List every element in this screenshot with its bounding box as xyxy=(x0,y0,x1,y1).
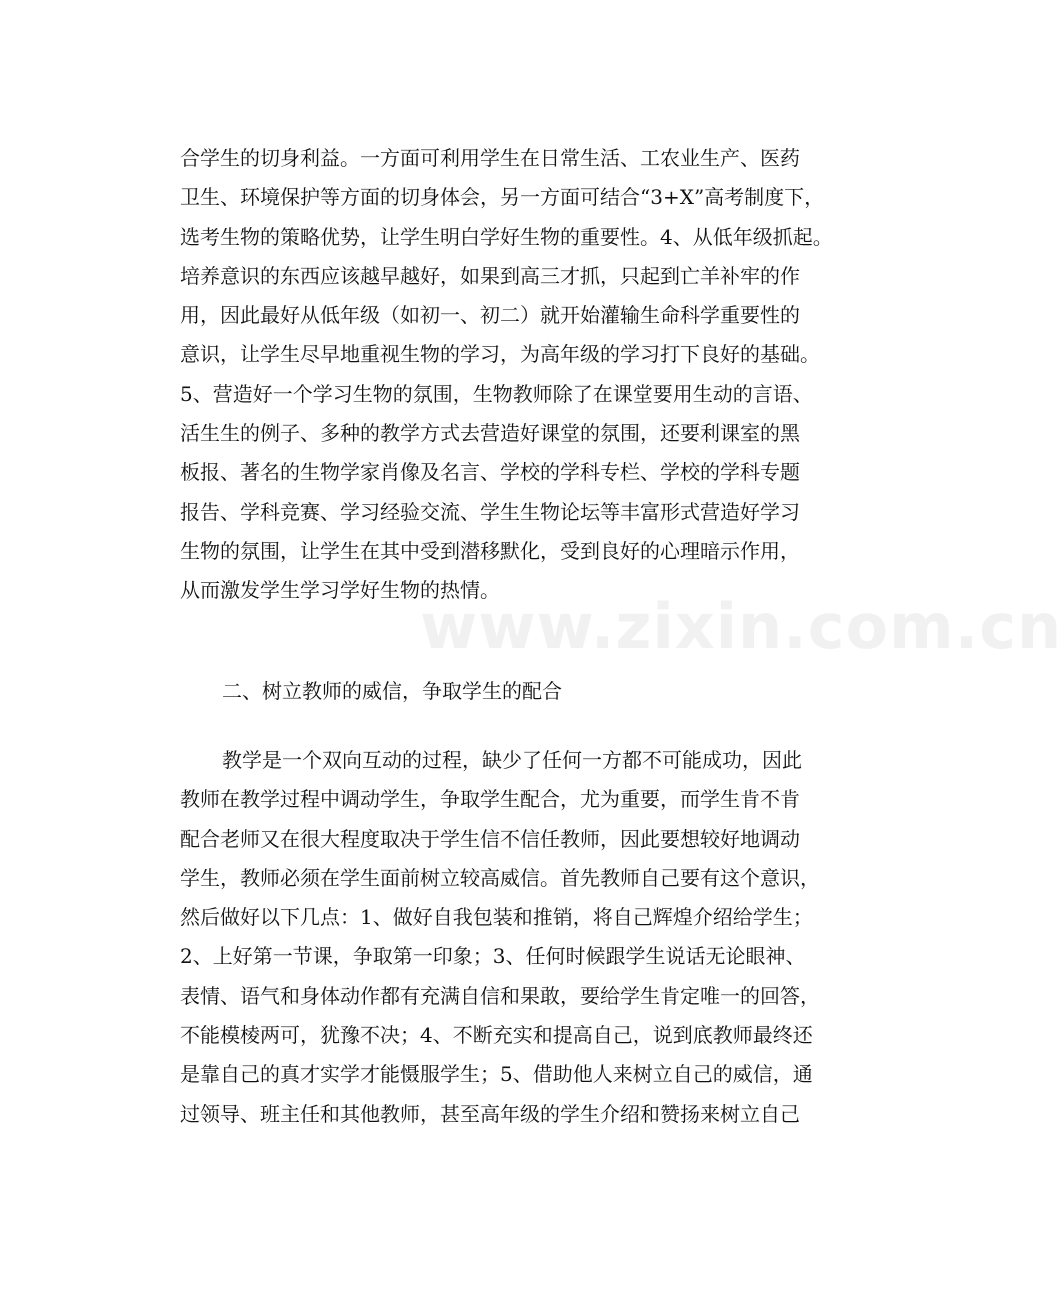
paragraph-line: 配合老师又在很大程度取决于学生信不信任教师，因此要想较好地调动 xyxy=(180,826,800,851)
paragraph-line: 然后做好以下几点：1、做好自我包装和推销，将自己辉煌介绍给学生； xyxy=(180,905,813,930)
paragraph-line: 表情、语气和身体动作都有充满自信和果敢，要给学生肯定唯一的回答， xyxy=(180,983,820,1008)
paragraph-line: 活生生的例子、多种的教学方式去营造好课堂的氛围，还要利课室的黑 xyxy=(180,421,800,446)
paragraph-line: 教学是一个双向互动的过程，缺少了任何一方都不可能成功，因此 xyxy=(222,748,802,772)
paragraph-2 xyxy=(180,741,820,1134)
section-heading: 二、树立教师的威信，争取学生的配合 xyxy=(222,679,562,703)
paragraph-line: 合学生的切身利益。一方面可利用学生在日常生活、工农业生产、医药 xyxy=(180,146,800,170)
paragraph-line: 培养意识的东西应该越早越好，如果到高三才抓，只起到亡羊补牢的作 xyxy=(180,263,800,288)
paragraph-line: 板报、著名的生物学家肖像及名言、学校的学科专栏、学校的学科专题 xyxy=(180,460,800,485)
paragraph-line: 报告、学科竞赛、学习经验交流、学生生物论坛等丰富形式营造好学习 xyxy=(180,499,800,524)
paragraph-line: 2、上好第一节课，争取第一印象；3、任何时候跟学生说话无论眼神、 xyxy=(180,944,806,969)
watermark-text: www.zixin.com.cn xyxy=(420,590,1062,663)
paragraph-line: 是靠自己的真才实学才能慑服学生；5、借助他人来树立自己的威信，通 xyxy=(180,1062,813,1087)
paragraph-line: 选考生物的策略优势，让学生明白学好生物的重要性。4、从低年级抓起。 xyxy=(180,224,833,249)
paragraph-line: 从而激发学生学习学好生物的热情。 xyxy=(180,578,500,603)
paragraph-line: 教师在教学过程中调动学生，争取学生配合，尤为重要，而学生肯不肯 xyxy=(180,787,800,812)
paragraph-line: 用，因此最好从低年级（如初一、初二）就开始灌输生命科学重要性的 xyxy=(180,303,800,328)
section-heading-block xyxy=(180,672,800,711)
paragraph-line: 意识，让学生尽早地重视生物的学习，为高年级的学习打下良好的基础。 xyxy=(180,342,820,367)
paragraph-line: 生物的氛围，让学生在其中受到潜移默化，受到良好的心理暗示作用， xyxy=(180,538,800,563)
paragraph-line: 卫生、环境保护等方面的切身体会，另一方面可结合“3+X”高考制度下， xyxy=(180,185,825,210)
paragraph-line: 5、营造好一个学习生物的氛围，生物教师除了在课堂要用生动的言语、 xyxy=(180,381,813,406)
paragraph-line: 学生，教师必须在学生面前树立较高威信。首先教师自己要有这个意识， xyxy=(180,865,820,890)
paragraph-line: 不能模棱两可，犹豫不决；4、不断充实和提高自己，说到底教师最终还 xyxy=(180,1023,813,1048)
paragraph-line: 过领导、班主任和其他教师，甚至高年级的学生介绍和赞扬来树立自己 xyxy=(180,1101,800,1126)
paragraph-1 xyxy=(180,139,833,611)
